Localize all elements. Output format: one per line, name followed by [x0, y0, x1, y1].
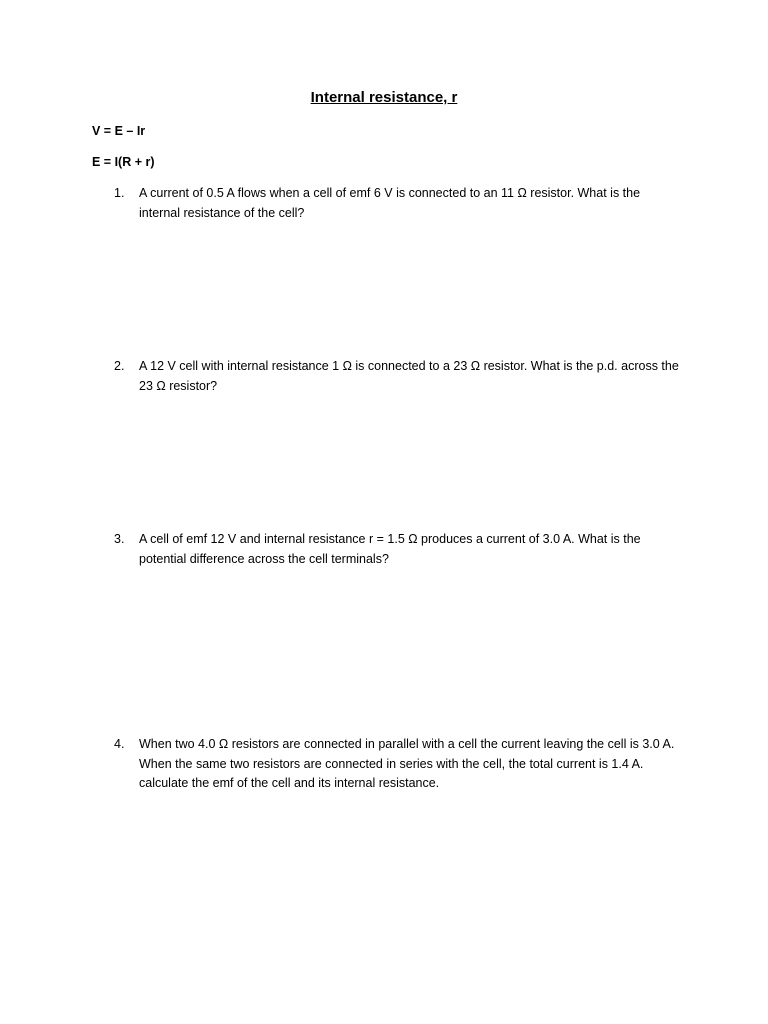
- question-text: A current of 0.5 A flows when a cell of emf 6 V is connected to an 11 Ω resistor. What is the internal resistance of the cell?: [139, 186, 641, 220]
- question-text: A cell of emf 12 V and internal resistance r = 1.5 Ω produces a current of 3.0 A. What is the potential difference across the cell terminals?: [139, 532, 641, 566]
- question-number: 4.: [114, 737, 125, 751]
- question-number: 1.: [114, 186, 125, 200]
- question-4: [114, 735, 684, 794]
- question-1: [114, 184, 684, 223]
- question-text: When two 4.0 Ω resistors are connected in parallel with a cell the current leaving the cell is 3.0 A. When the same two resistors are connected in series with the cell, the total current is 1.4 A. calculate the emf of the cell and its internal resistance.: [139, 737, 675, 790]
- page-title: Internal resistance, r: [310, 89, 458, 106]
- question-2: [114, 357, 684, 396]
- question-3: [114, 530, 684, 569]
- question-number: 3.: [114, 532, 125, 546]
- question-number: 2.: [114, 359, 125, 373]
- formula-emf: E = I(R + r): [92, 155, 155, 169]
- question-text: A 12 V cell with internal resistance 1 Ω is connected to a 23 Ω resistor. What is the p.d. across the 23 Ω resistor?: [139, 359, 679, 393]
- formula-terminal-voltage: V = E – Ir: [92, 124, 146, 138]
